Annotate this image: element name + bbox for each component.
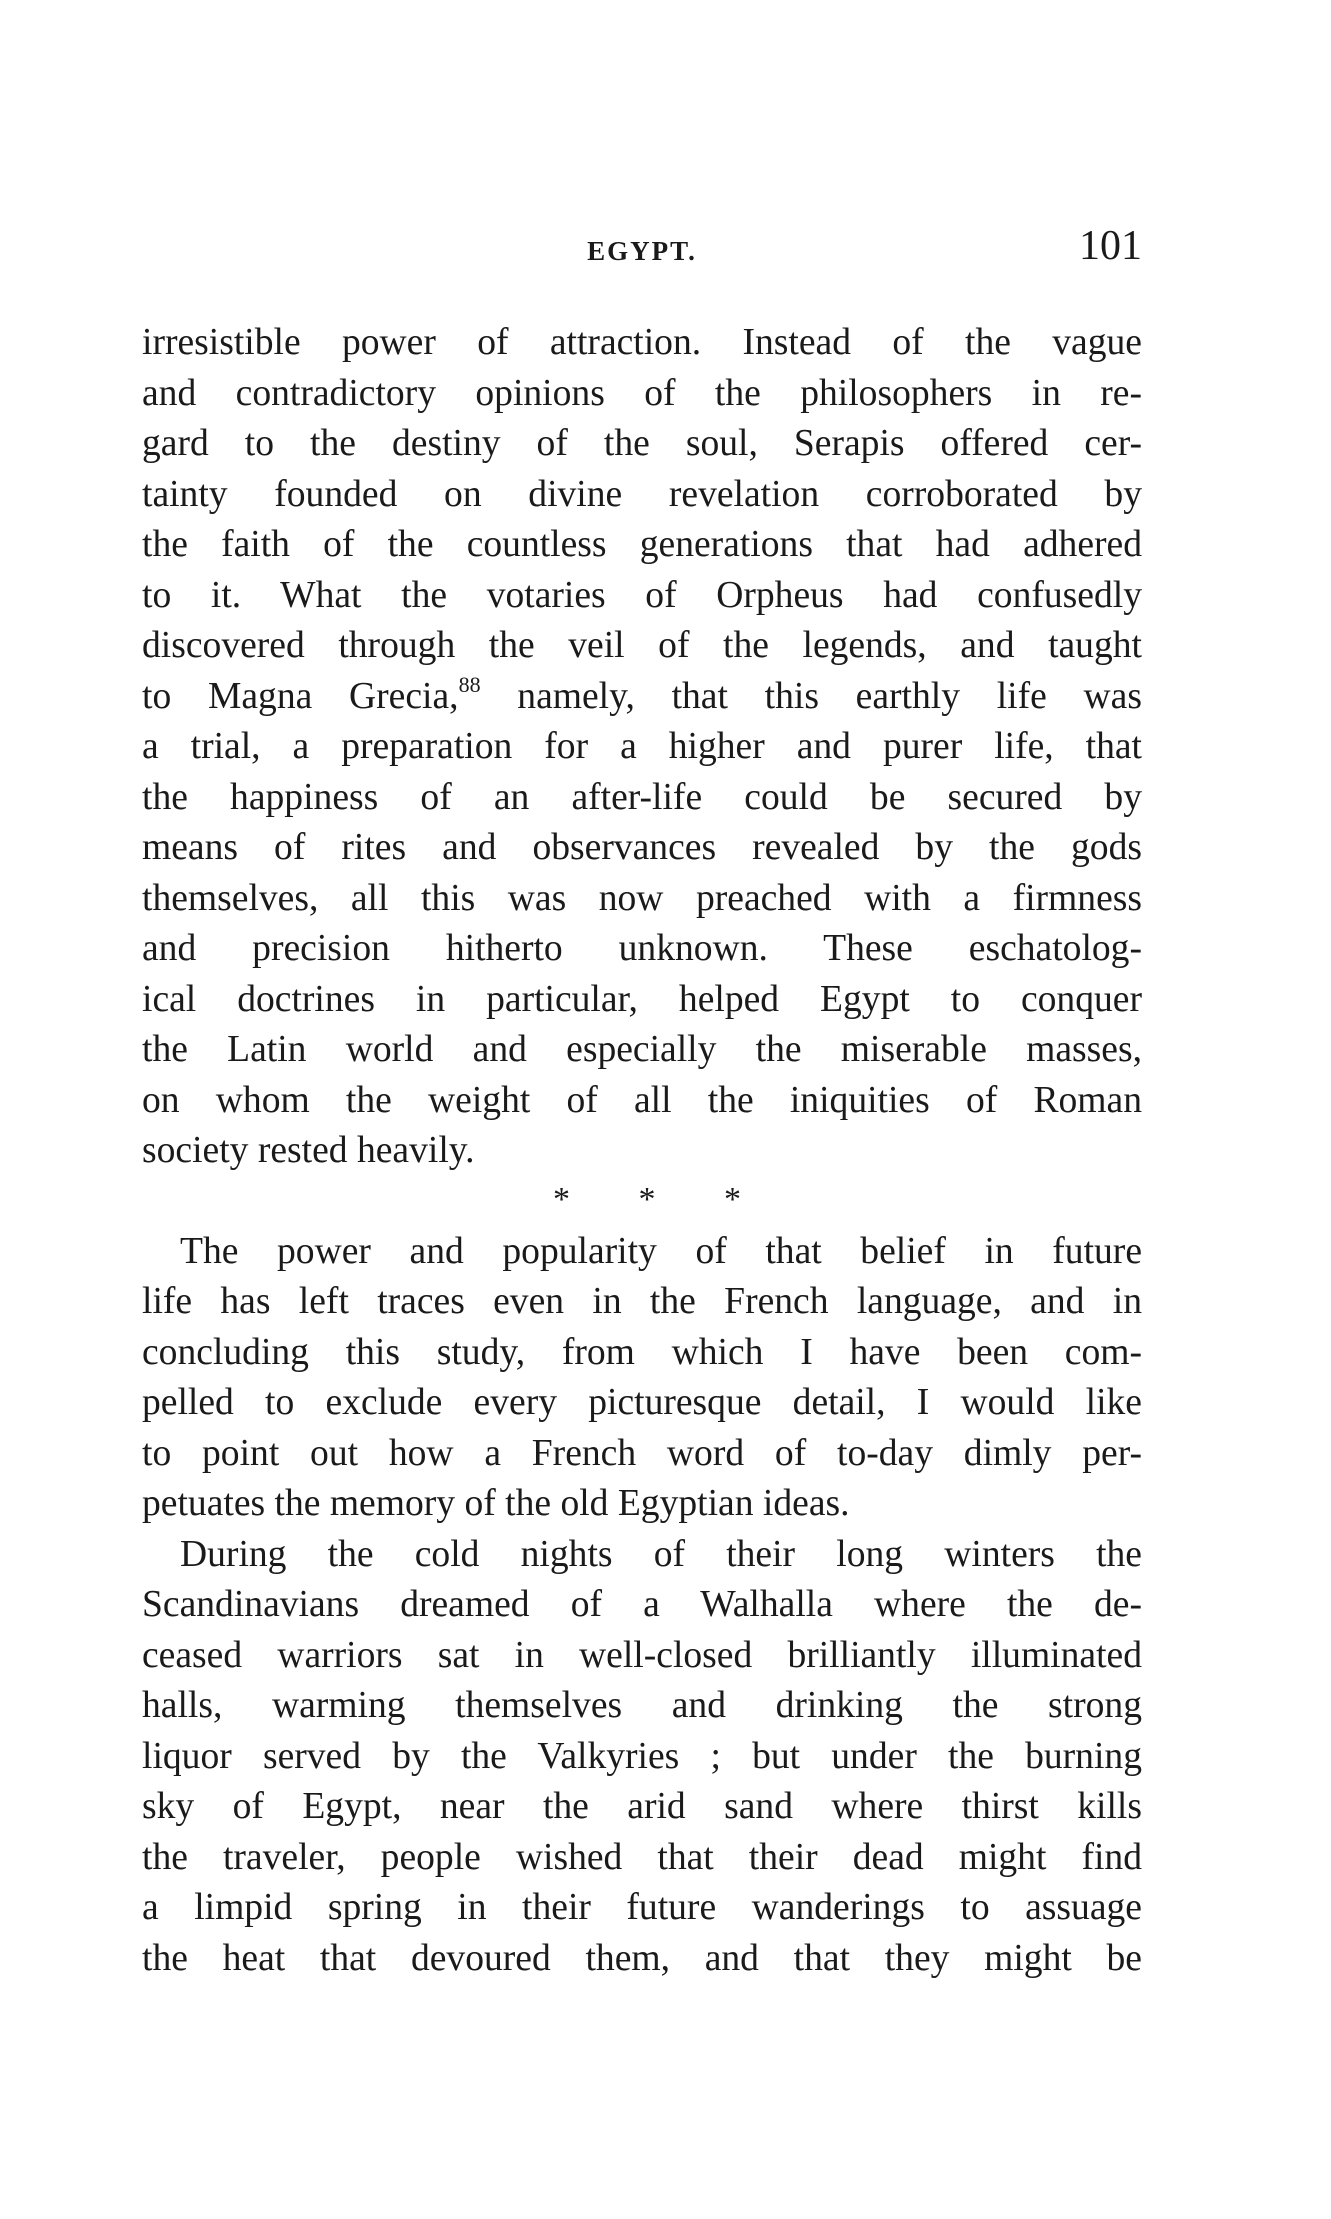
paragraph-3 [142,1530,1142,1985]
text-line: and contradictory opinions of the philosophers in re- [142,372,1142,414]
text-line: tainty founded on divine revelation corroborated by [142,473,1142,515]
text-line: discovered through the veil of the legends, and taught [142,625,1142,666]
page-header [142,222,1142,282]
text-line: The power and popularity of that belief in future [180,1230,1142,1272]
text-line: and precision hitherto unknown. These eschatolog- [142,928,1142,969]
text-line: halls, warming themselves and drinking the strong [142,1685,1142,1726]
text-line: liquor served by the Valkyries ; but under the burning [142,1735,1142,1777]
text-line: sky of Egypt, near the arid sand where thirst kills [142,1786,1142,1827]
text-line: During the cold nights of their long winters the [180,1533,1142,1575]
page-number: 101 [1079,223,1142,269]
text-segment: namely, that this earthly life was [480,675,1142,717]
paragraph-2 [142,1227,1142,1530]
text-line: society rested heavily. [142,1130,475,1171]
text-line: the traveler, people wished that their dead might find [142,1836,1142,1878]
footnote-reference: 88 [458,671,481,697]
text-line: on whom the weight of all the iniquities of Roman [142,1079,1142,1121]
text-line: themselves, all this was now preached with a firmness [142,877,1142,919]
text-line: ical doctrines in particular, helped Egypt to conquer [142,978,1142,1020]
text-line: gard to the destiny of the soul, Serapis offered cer- [142,423,1142,464]
paragraph-1 [142,318,1142,1177]
text-line: the happiness of an after-life could be secured by [142,776,1142,818]
text-line: the faith of the countless generations that had adhered [142,524,1142,565]
text-line: petuates the memory of the old Egyptian ideas. [142,1483,850,1524]
text-line: a trial, a preparation for a higher and purer life, that [142,726,1142,767]
text-line: to it. What the votaries of Orpheus had confusedly [142,574,1142,616]
text-line: a limpid spring in their future wanderings to assuage [142,1887,1142,1928]
text-line: Scandinavians dreamed of a Walhalla where the de- [142,1584,1142,1625]
text-line: life has left traces even in the French language, and in [142,1281,1142,1322]
section-break-asterism: * * * [553,1180,771,1218]
text-line: to point out how a French word of to-day dimly per- [142,1432,1142,1474]
body-text [142,318,1142,1984]
text-line: concluding this study, from which I have been com- [142,1331,1142,1373]
text-line: the heat that devoured them, and that they might be [142,1937,1142,1979]
text-line: the Latin world and especially the miserable masses, [142,1029,1142,1070]
text-line-with-footnote [142,672,1142,723]
text-line: means of rites and observances revealed by the gods [142,827,1142,868]
text-line: ceased warriors sat in well-closed brilliantly illuminated [142,1634,1142,1676]
text-line: irresistible power of attraction. Instead of the vague [142,322,1142,363]
text-segment: to Magna Grecia, [142,675,459,717]
text-line: pelled to exclude every picturesque detail, I would like [142,1382,1142,1423]
running-head: EGYPT. [587,236,697,266]
